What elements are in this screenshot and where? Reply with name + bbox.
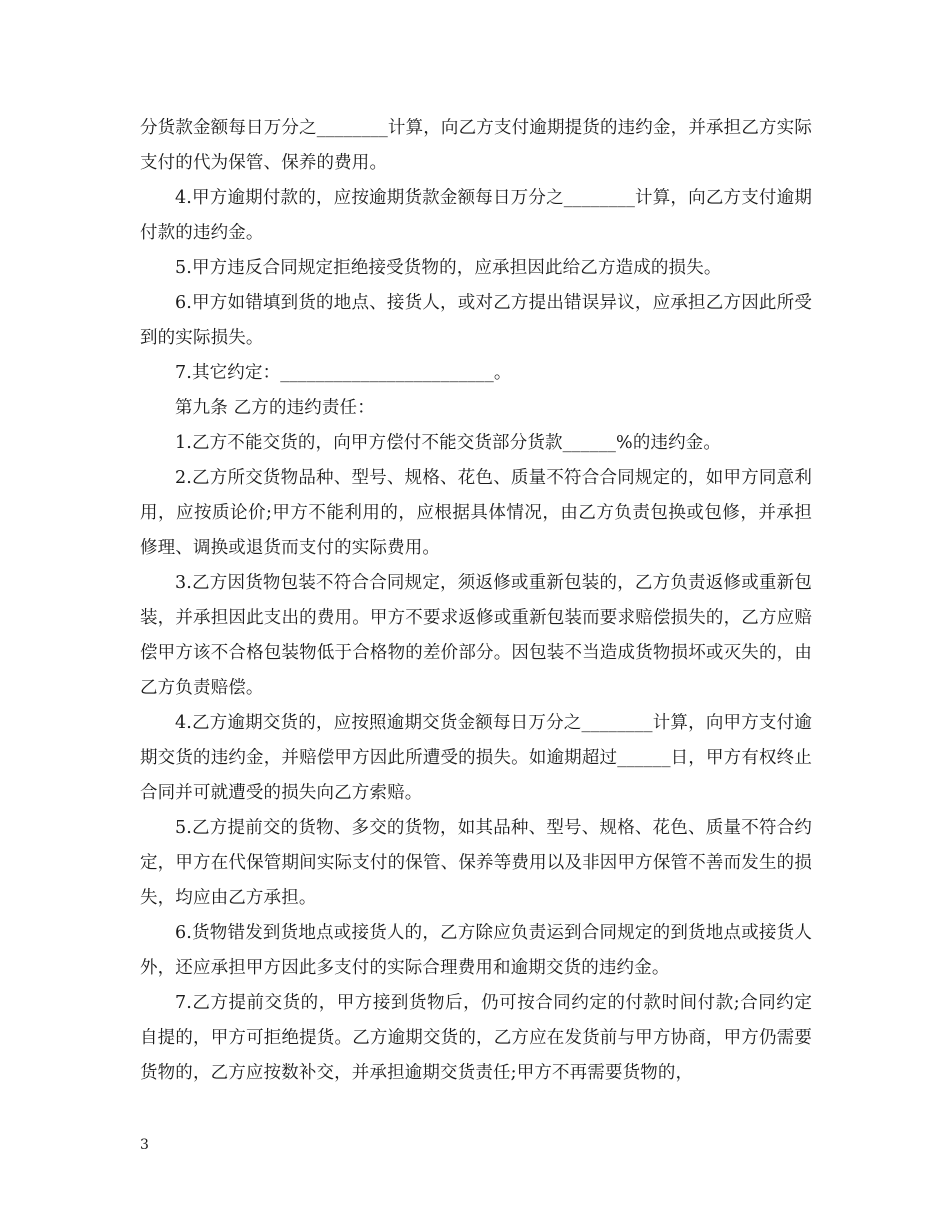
paragraph-yi-3: 3.乙方因货物包装不符合合同规定，须返修或重新包装的，乙方负责返修或重新包装，并承担因此支出的费用。甲方不要求返修或重新包装而要求赔偿损失的，乙方应赔偿甲方该不合格包装物低于合格物的差价部分。因包装不当造成货物损坏或灭失的，由乙方负责赔偿。 bbox=[140, 573, 812, 698]
paragraph-yi-5: 5.乙方提前交的货物、多交的货物，如其品种、型号、规格、花色、质量不符合约定，甲方在代保管期间实际支付的保管、保养等费用以及非因甲方保管不善而发生的损失，均应由乙方承担。 bbox=[140, 818, 812, 908]
document-body bbox=[140, 111, 812, 1091]
paragraph-jia-5: 5.甲方违反合同规定拒绝接受货物的，应承担因此给乙方造成的损失。 bbox=[175, 258, 722, 278]
paragraph-yi-7: 7.乙方提前交货的，甲方接到货物后，仍可按合同约定的付款时间付款;合同约定自提的，甲方可拒绝提货。乙方逾期交货的，乙方应在发货前与甲方协商，甲方仍需要货物的，乙方应按数补交，并承担逾期交货责任;甲方不再需要货物的， bbox=[140, 993, 812, 1083]
paragraph-jia-7: 7.其它约定：________________________。 bbox=[175, 363, 512, 383]
paragraph-yi-2: 2.乙方所交货物品种、型号、规格、花色、质量不符合合同规定的，如甲方同意利用，应按质论价;甲方不能利用的，应根据具体情况，由乙方负责包换或包修，并承担修理、调换或退货而支付的实际费用。 bbox=[140, 468, 812, 558]
paragraph-yi-1: 1.乙方不能交货的，向甲方偿付不能交货部分货款______%的违约金。 bbox=[175, 433, 722, 453]
paragraph-jia-6: 6.甲方如错填到货的地点、接货人，或对乙方提出错误异议，应承担乙方因此所受到的实际损失。 bbox=[140, 293, 812, 348]
page-number: 3 bbox=[140, 1137, 149, 1153]
paragraph-article-9: 第九条 乙方的违约责任： bbox=[175, 398, 375, 418]
paragraph-yi-4: 4.乙方逾期交货的，应按照逾期交货金额每日万分之________计算，向甲方支付逾期交货的违约金，并赔偿甲方因此所遭受的损失。如逾期超过______日，甲方有权终止合同并可就遭受的损失向乙方索赔。 bbox=[140, 713, 812, 803]
paragraph-yi-6: 6.货物错发到货地点或接货人的，乙方除应负责运到合同规定的到货地点或接货人外，还应承担甲方因此多支付的实际合理费用和逾期交货的违约金。 bbox=[140, 923, 812, 978]
paragraph-continued: 分货款金额每日万分之________计算，向乙方支付逾期提货的违约金，并承担乙方实际支付的代为保管、保养的费用。 bbox=[140, 118, 812, 173]
paragraph-jia-4: 4.甲方逾期付款的，应按逾期货款金额每日万分之________计算，向乙方支付逾期付款的违约金。 bbox=[140, 188, 812, 243]
